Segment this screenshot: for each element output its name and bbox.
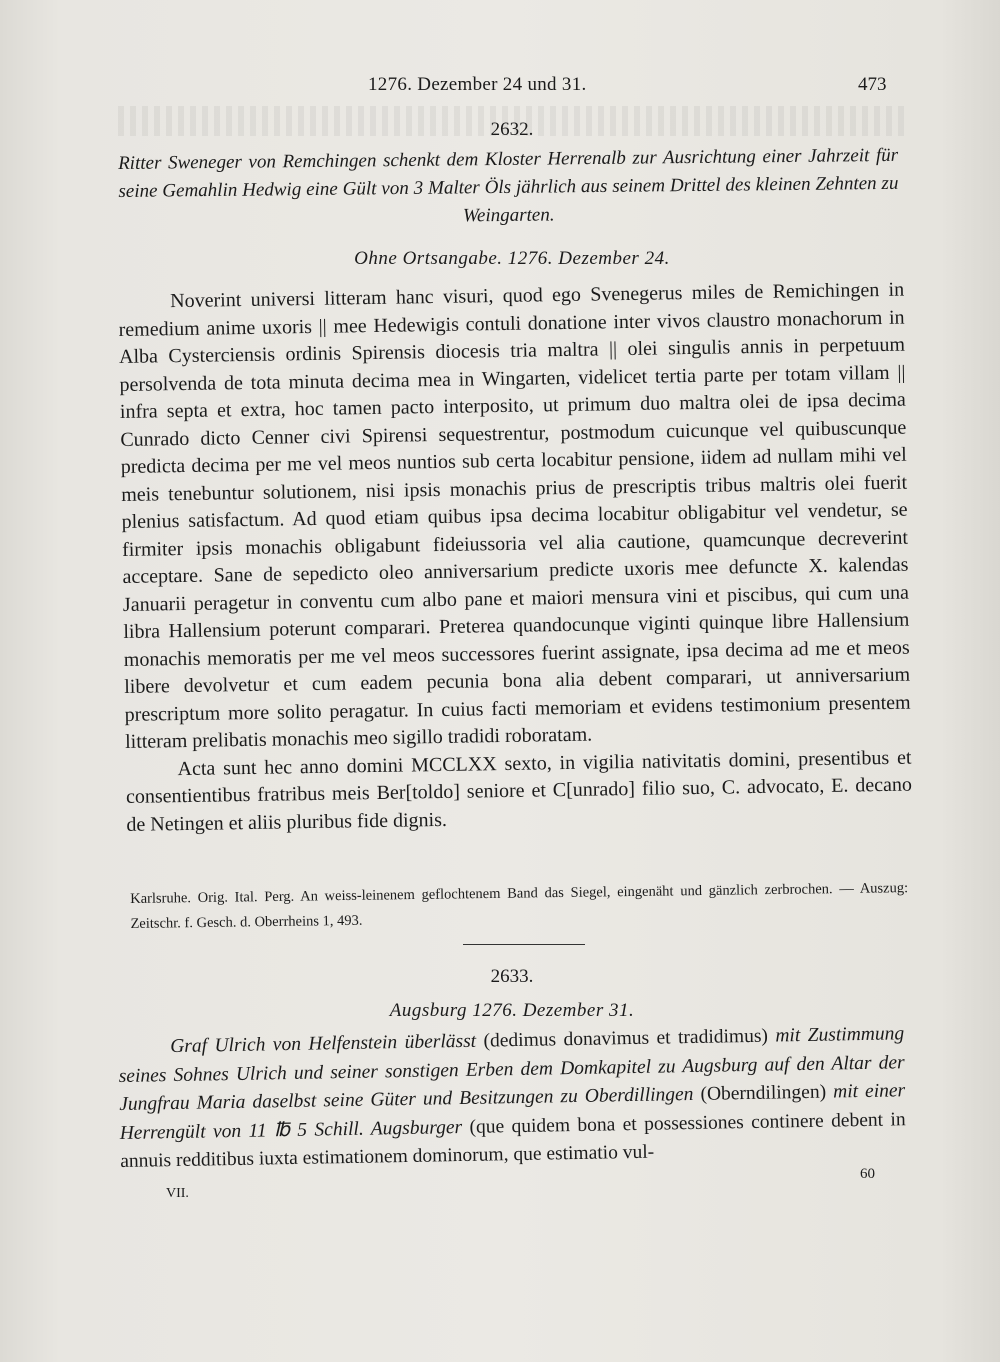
running-head: 1276. Dezember 24 und 31. [368, 74, 587, 95]
latin-insert-3: (que quidem bona et possessiones continere debent in annuis redditibus iuxta estimationem dominorum, que estimatio vul- [120, 1108, 906, 1172]
regest-2633-part1: Graf Ulrich von Helfenstein überlässt [170, 1030, 477, 1058]
charter-paragraph-1: Noverint universi litteram hanc visuri, quod ego Svenegerus miles de Remichingen in remedium anime uxoris || mee Hedewigis contuli donatione inter vivos claustro monachorum in Alba Cysterciensis ordinis Spirensis diocesis tria maltra || olei singulis annis in perpetuum persolvenda de tota minuta decima mea in Wingarten, videlicet tertia parte per totam villam || infra septa et extra, hoc tamen pacto interposito, ut primum duo maltra olei de ipsa decima Cunrado dicto Cenner civi Spirensi sequestrentur, postmodum cuicunque vel quibuscunque predicta decima per me vel meos nuntios sub certa locabitur pensione, iidem ad nullam mihi vel meis tenebuntur solutionem, nisi ipsis monachis prius de prescriptis tribus maltris olei fuerit plenius satisfactum. Ad quod etiam quibus ipsa decima locabitur obligabitur vel vendetur, se firmiter ipsis monachis obligabunt fideiussoria vel alia cautione, quamcunque decreverint acceptare. Sane de sepedicto oleo anniversarium predicte uxoris mee defuncte X. kalendas Januarii peragetur in conventu cum albo pane et maiori mensura vini et piscibus, qui cum una libra Hallensium poterunt comparari. Preterea quandocunque viginti quinque libre Hallensium monachis memoratis per me vel meos successores fuerint assignate, ipsa decima ad me et meos libere devolvetur et cum eadem pecunia bona alia debent comparari, ut anniversarium prescriptum more solito peragatur. In cuius facti memoriam et evidens testimonium presentem litteram prelibatis monachis meo sigillo tradidi roboratam. [118, 278, 911, 753]
dateline-2633: Augsburg 1276. Dezember 31. [389, 1000, 635, 1021]
document-number-2632: 2632. [490, 119, 534, 140]
page-number: 473 [858, 74, 887, 95]
document-number-2633: 2633. [490, 966, 534, 987]
regest-2633 [118, 1020, 906, 1176]
source-note-text: Karlsruhe. Orig. Ital. Perg. An weiss-leinenem geflochtenem Band das Siegel, eingenäht und gänzlich zerbrochen. — Auszug: Zeitschr. f. Gesch. d. Oberrheins 1, 493. [130, 880, 909, 932]
regest-2633-part2: mit Zustimmung seines Sohnes Ulrich und seiner sonstigen Erben dem Domkapitel zu Augsburg auf den Altar der Jungfrau Maria daselbst seine Güter und Besitzungen zu Oberdillingen [118, 1023, 905, 1115]
dateline-2632: Ohne Ortsangabe. 1276. Dezember 24. [354, 248, 670, 269]
source-note-2632 [130, 876, 909, 937]
section-separator [463, 944, 585, 945]
charter-paragraph-2: Acta sunt hec anno domini MCCLXX sexto, in vigilia nativitatis domini, presentibus et consentientibus fratribus meis Ber[toldo] seniore et C[unrado] filio suo, C. advocato, E. decano de Netingen et aliis pluribus fide dignis. [125, 746, 913, 836]
latin-insert-1: (dedimus donavimus et tradidimus) [483, 1025, 769, 1052]
regest-2632: Ritter Sweneger von Remchingen schenkt dem Kloster Herrenalb zur Ausrichtung einer Jahrzeit für seine Gemahlin Hedwig eine Gült von 3 Malter Öls jährlich aus seinem Drittel des kleinen Zehnten zu Weingarten. [118, 144, 899, 227]
charter-text-2632 [118, 277, 913, 839]
page-header [0, 74, 1000, 104]
sheet-number: 60 [860, 1166, 875, 1182]
signature-mark: VII. [166, 1186, 189, 1201]
regest-2633-part3: mit einer Herrengült von 11 ℔ 5 Schill. Augsburger [119, 1080, 906, 1144]
latin-insert-2: (Oberndilingen) [700, 1081, 827, 1105]
